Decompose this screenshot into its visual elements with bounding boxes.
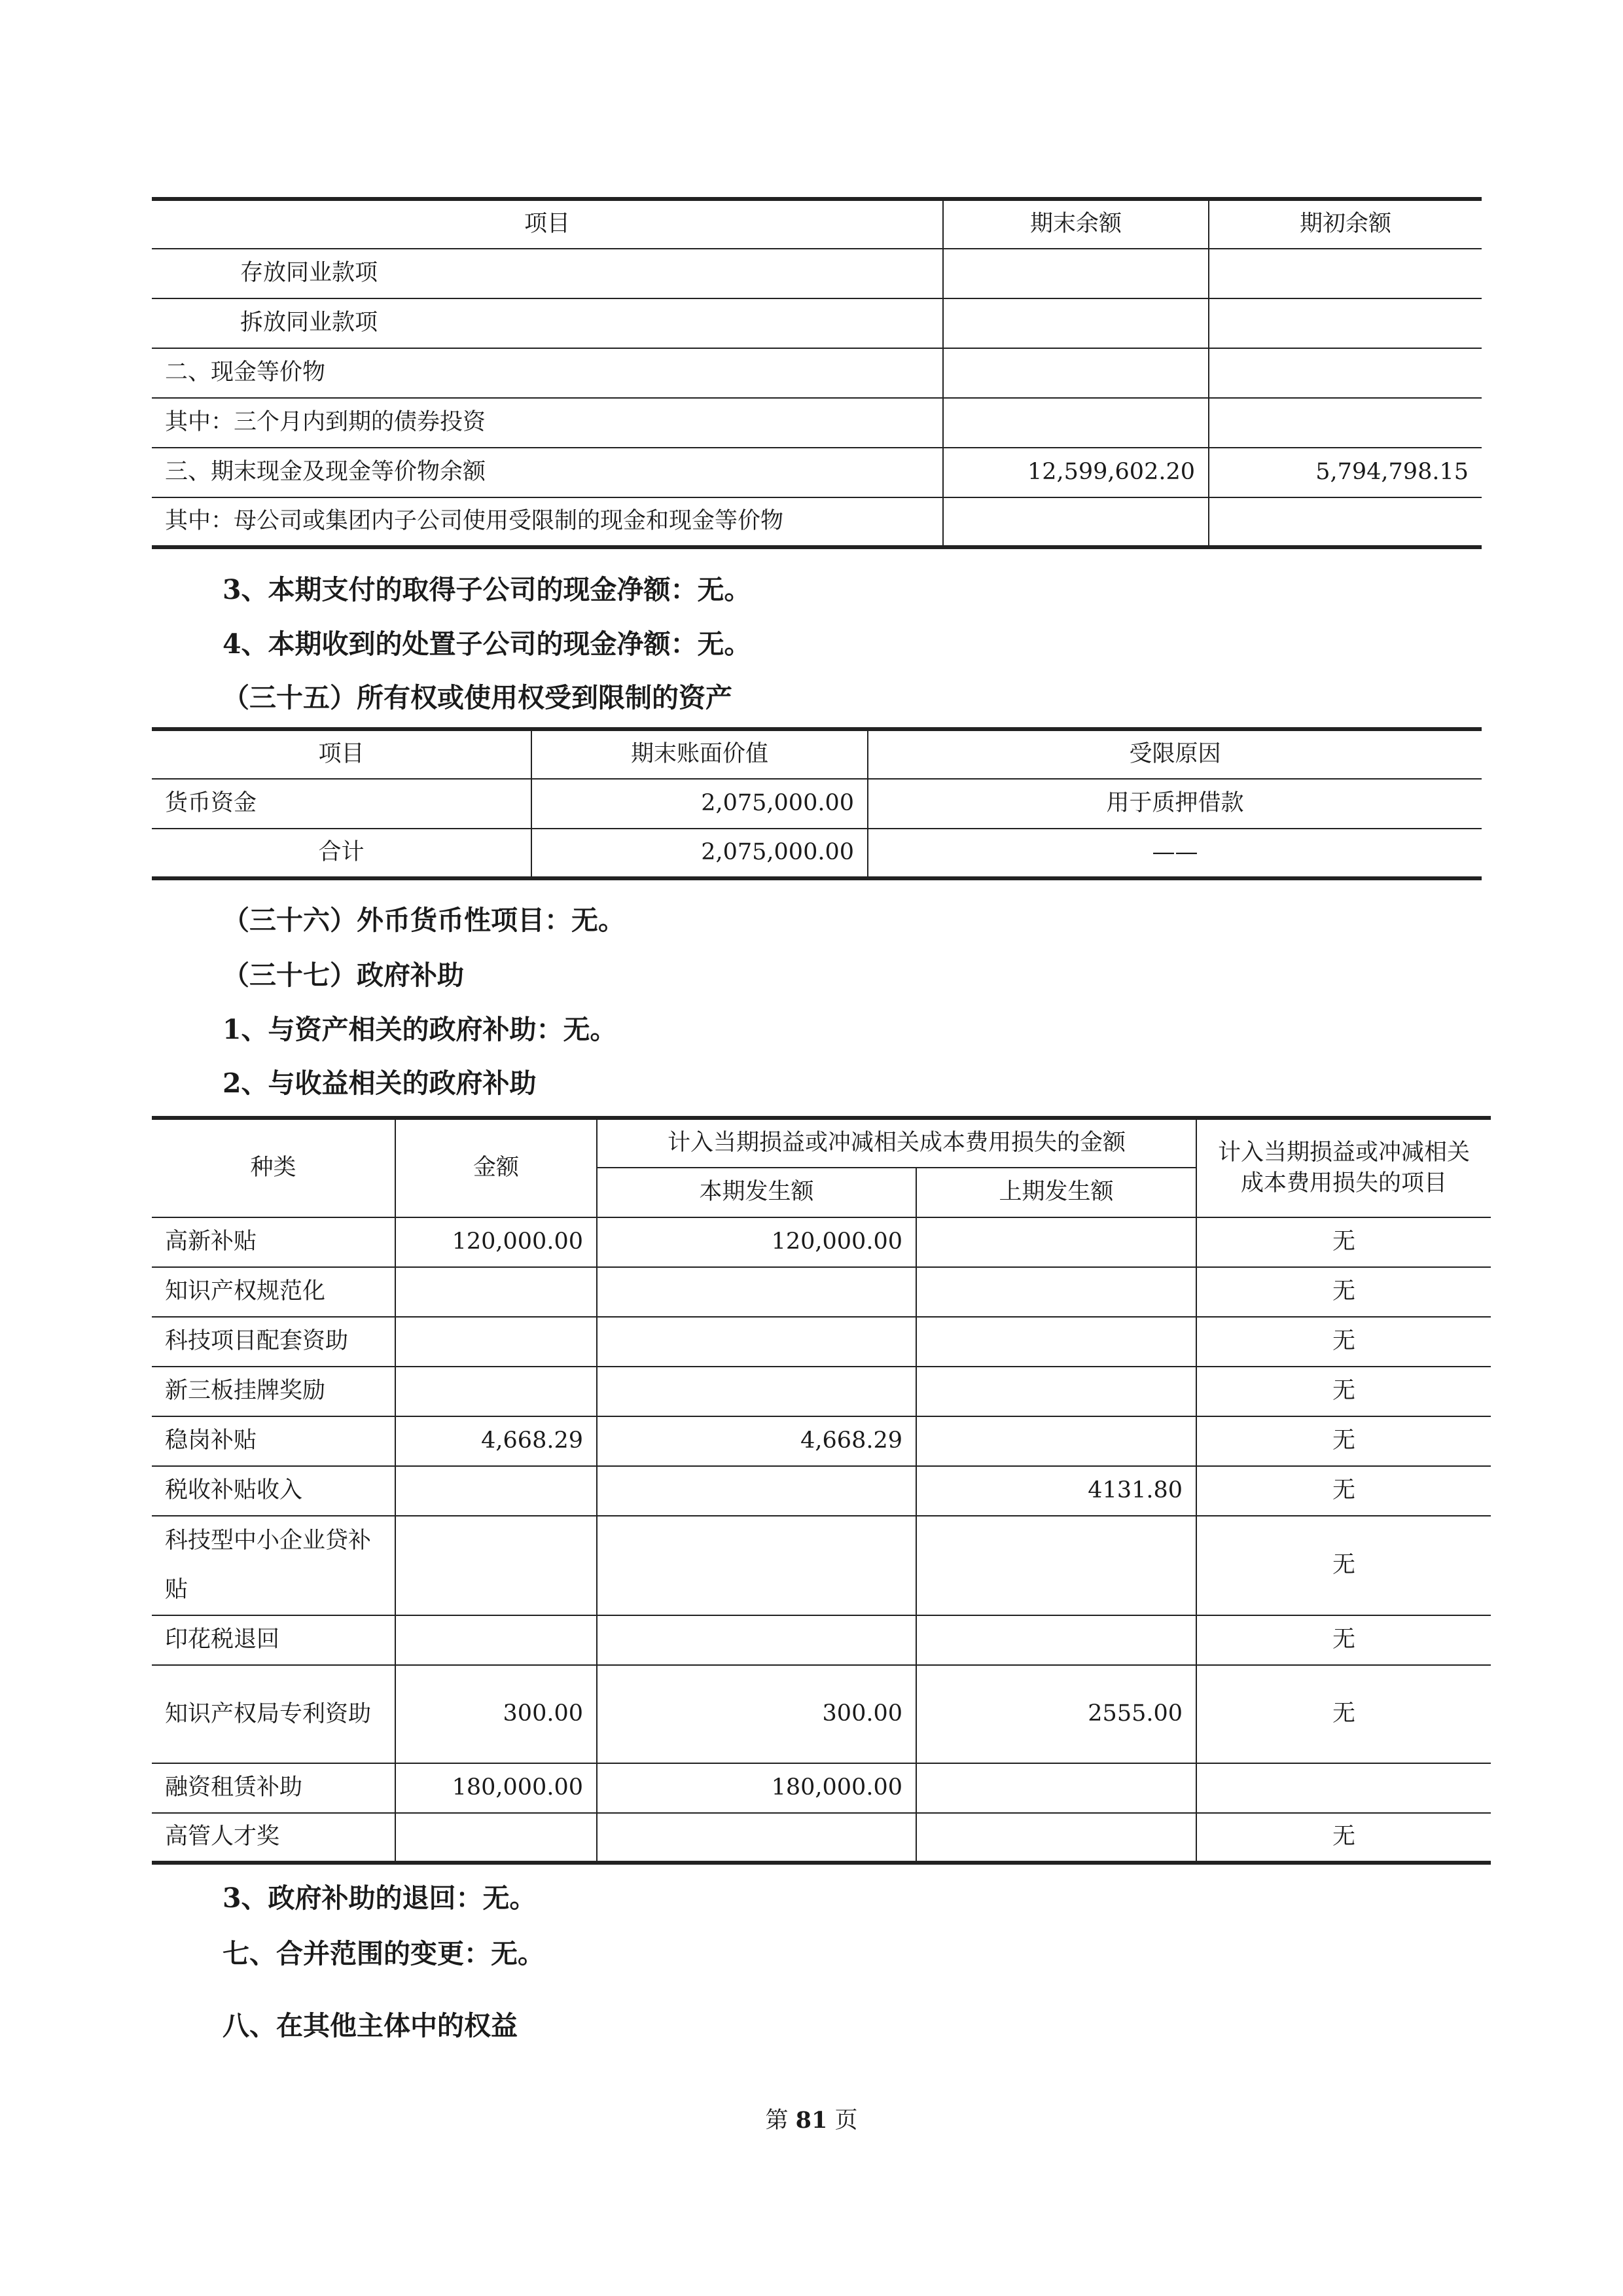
row-current	[597, 1317, 916, 1367]
row-prior	[916, 1615, 1196, 1665]
row-current: 4,668.29	[597, 1416, 916, 1466]
row-type: 融资租赁补助	[152, 1763, 395, 1813]
row-type: 知识产权局专利资助	[152, 1665, 395, 1763]
row-current	[597, 1367, 916, 1416]
section-heading-interests-in-other-entities: 八、在其他主体中的权益	[223, 2010, 518, 2041]
row-ending	[943, 298, 1209, 348]
row-opening	[1209, 497, 1482, 547]
row-item: 无	[1196, 1416, 1491, 1466]
government-subsidy-table	[152, 1116, 1491, 1865]
page-prefix: 第	[765, 2108, 789, 2134]
row-amount: 180,000.00	[395, 1763, 597, 1813]
row-type: 知识产权规范化	[152, 1267, 395, 1317]
table-row	[152, 1367, 1491, 1416]
paragraph-disposed-subsidiary-cash: 4、本期收到的处置子公司的现金净额：无。	[223, 628, 751, 660]
row-amount: 120,000.00	[395, 1217, 597, 1267]
page-number: 81	[795, 2107, 828, 2134]
paragraph-income-subsidies: 2、与收益相关的政府补助	[223, 1067, 537, 1099]
header-ending-balance: 期末余额	[943, 199, 1209, 249]
table-row	[152, 398, 1482, 448]
table-header-row	[152, 1118, 1491, 1168]
header-item: 项目	[152, 199, 943, 249]
row-type: 新三板挂牌奖励	[152, 1367, 395, 1416]
row-opening	[1209, 249, 1482, 298]
row-item: 无	[1196, 1317, 1491, 1367]
table-row	[152, 497, 1482, 547]
page-footer	[0, 2102, 1623, 2135]
row-reason: 用于质押借款	[868, 779, 1482, 829]
header-opening-balance: 期初余额	[1209, 199, 1482, 249]
header-type: 种类	[152, 1118, 395, 1217]
row-amount: 4,668.29	[395, 1416, 597, 1466]
table-header-row	[152, 729, 1482, 779]
header-restriction-reason: 受限原因	[868, 729, 1482, 779]
row-item: 无	[1196, 1615, 1491, 1665]
row-label: 存放同业款项	[152, 249, 943, 298]
header-group: 计入当期损益或冲减相关成本费用损失的金额	[597, 1118, 1196, 1168]
row-prior	[916, 1317, 1196, 1367]
table-row	[152, 249, 1482, 298]
page-suffix: 页	[834, 2108, 858, 2134]
table-row	[152, 1813, 1491, 1863]
row-prior: 4131.80	[916, 1466, 1196, 1516]
table-row	[152, 1615, 1491, 1665]
table-row	[152, 1217, 1491, 1267]
paragraph-subsidy-refund: 3、政府补助的退回：无。	[223, 1882, 537, 1914]
row-label: 拆放同业款项	[152, 298, 943, 348]
row-item: 无	[1196, 1813, 1491, 1863]
row-amount	[395, 1813, 597, 1863]
row-item	[1196, 1763, 1491, 1813]
table-header-row	[152, 199, 1482, 249]
row-amount	[395, 1317, 597, 1367]
header-amount: 金额	[395, 1118, 597, 1217]
header-prior-period: 上期发生额	[916, 1168, 1196, 1217]
row-current: 180,000.00	[597, 1763, 916, 1813]
row-ending	[943, 348, 1209, 398]
row-ending	[943, 249, 1209, 298]
row-opening	[1209, 348, 1482, 398]
row-item: 无	[1196, 1665, 1491, 1763]
row-label: 其中：母公司或集团内子公司使用受限制的现金和现金等价物	[152, 497, 943, 547]
table-row	[152, 1267, 1491, 1317]
row-amount	[395, 1516, 597, 1615]
row-label: 货币资金	[152, 779, 531, 829]
row-prior	[916, 1813, 1196, 1863]
row-item: 无	[1196, 1267, 1491, 1317]
row-type: 稳岗补贴	[152, 1416, 395, 1466]
row-prior	[916, 1367, 1196, 1416]
row-ending	[943, 497, 1209, 547]
cash-equivalents-table	[152, 197, 1482, 549]
section-heading-foreign-currency: （三十六）外币货币性项目：无。	[223, 905, 625, 936]
row-opening	[1209, 298, 1482, 348]
header-current-period: 本期发生额	[597, 1168, 916, 1217]
row-label: 合计	[152, 829, 531, 878]
table-row	[152, 1466, 1491, 1516]
row-current	[597, 1615, 916, 1665]
table-row	[152, 1763, 1491, 1813]
row-amount	[395, 1367, 597, 1416]
row-amount: 300.00	[395, 1665, 597, 1763]
row-type: 高新补贴	[152, 1217, 395, 1267]
row-label: 其中：三个月内到期的债券投资	[152, 398, 943, 448]
row-prior	[916, 1217, 1196, 1267]
row-current	[597, 1267, 916, 1317]
row-prior: 2555.00	[916, 1665, 1196, 1763]
row-item: 无	[1196, 1367, 1491, 1416]
table-row	[152, 779, 1482, 829]
table-row	[152, 1317, 1491, 1367]
row-label: 二、现金等价物	[152, 348, 943, 398]
row-current	[597, 1516, 916, 1615]
row-type: 科技型中小企业贷补贴	[152, 1516, 395, 1615]
section-heading-government-subsidies: （三十七）政府补助	[223, 960, 464, 991]
row-ending	[943, 398, 1209, 448]
row-prior	[916, 1516, 1196, 1615]
row-item: 无	[1196, 1217, 1491, 1267]
row-type: 科技项目配套资助	[152, 1317, 395, 1367]
row-current	[597, 1466, 916, 1516]
row-type: 高管人才奖	[152, 1813, 395, 1863]
row-item: 无	[1196, 1466, 1491, 1516]
table-row	[152, 448, 1482, 497]
row-type: 印花税退回	[152, 1615, 395, 1665]
row-amount	[395, 1615, 597, 1665]
row-current: 300.00	[597, 1665, 916, 1763]
table-total-row	[152, 829, 1482, 878]
row-prior	[916, 1267, 1196, 1317]
row-book-value: 2,075,000.00	[531, 779, 868, 829]
row-reason: ——	[868, 829, 1482, 878]
row-amount	[395, 1466, 597, 1516]
paragraph-acquired-subsidiary-cash: 3、本期支付的取得子公司的现金净额：无。	[223, 574, 751, 605]
table-row	[152, 1516, 1491, 1615]
table-row	[152, 348, 1482, 398]
row-ending: 12,599,602.20	[943, 448, 1209, 497]
row-item: 无	[1196, 1516, 1491, 1615]
table-row	[152, 1665, 1491, 1763]
header-book-value: 期末账面价值	[531, 729, 868, 779]
row-type: 税收补贴收入	[152, 1466, 395, 1516]
row-current	[597, 1813, 916, 1863]
row-book-value: 2,075,000.00	[531, 829, 868, 878]
header-item: 项目	[152, 729, 531, 779]
restricted-assets-table	[152, 727, 1482, 880]
row-current: 120,000.00	[597, 1217, 916, 1267]
row-label: 三、期末现金及现金等价物余额	[152, 448, 943, 497]
row-amount	[395, 1267, 597, 1317]
table-row	[152, 298, 1482, 348]
section-heading-restricted-assets: （三十五）所有权或使用权受到限制的资产	[223, 682, 732, 713]
section-heading-consolidation-scope: 七、合并范围的变更：无。	[223, 1938, 544, 1969]
row-opening	[1209, 398, 1482, 448]
table-row	[152, 1416, 1491, 1466]
row-prior	[916, 1416, 1196, 1466]
row-prior	[916, 1763, 1196, 1813]
row-opening: 5,794,798.15	[1209, 448, 1482, 497]
paragraph-asset-subsidies: 1、与资产相关的政府补助：无。	[223, 1014, 617, 1045]
header-item: 计入当期损益或冲减相关成本费用损失的项目	[1196, 1118, 1491, 1217]
